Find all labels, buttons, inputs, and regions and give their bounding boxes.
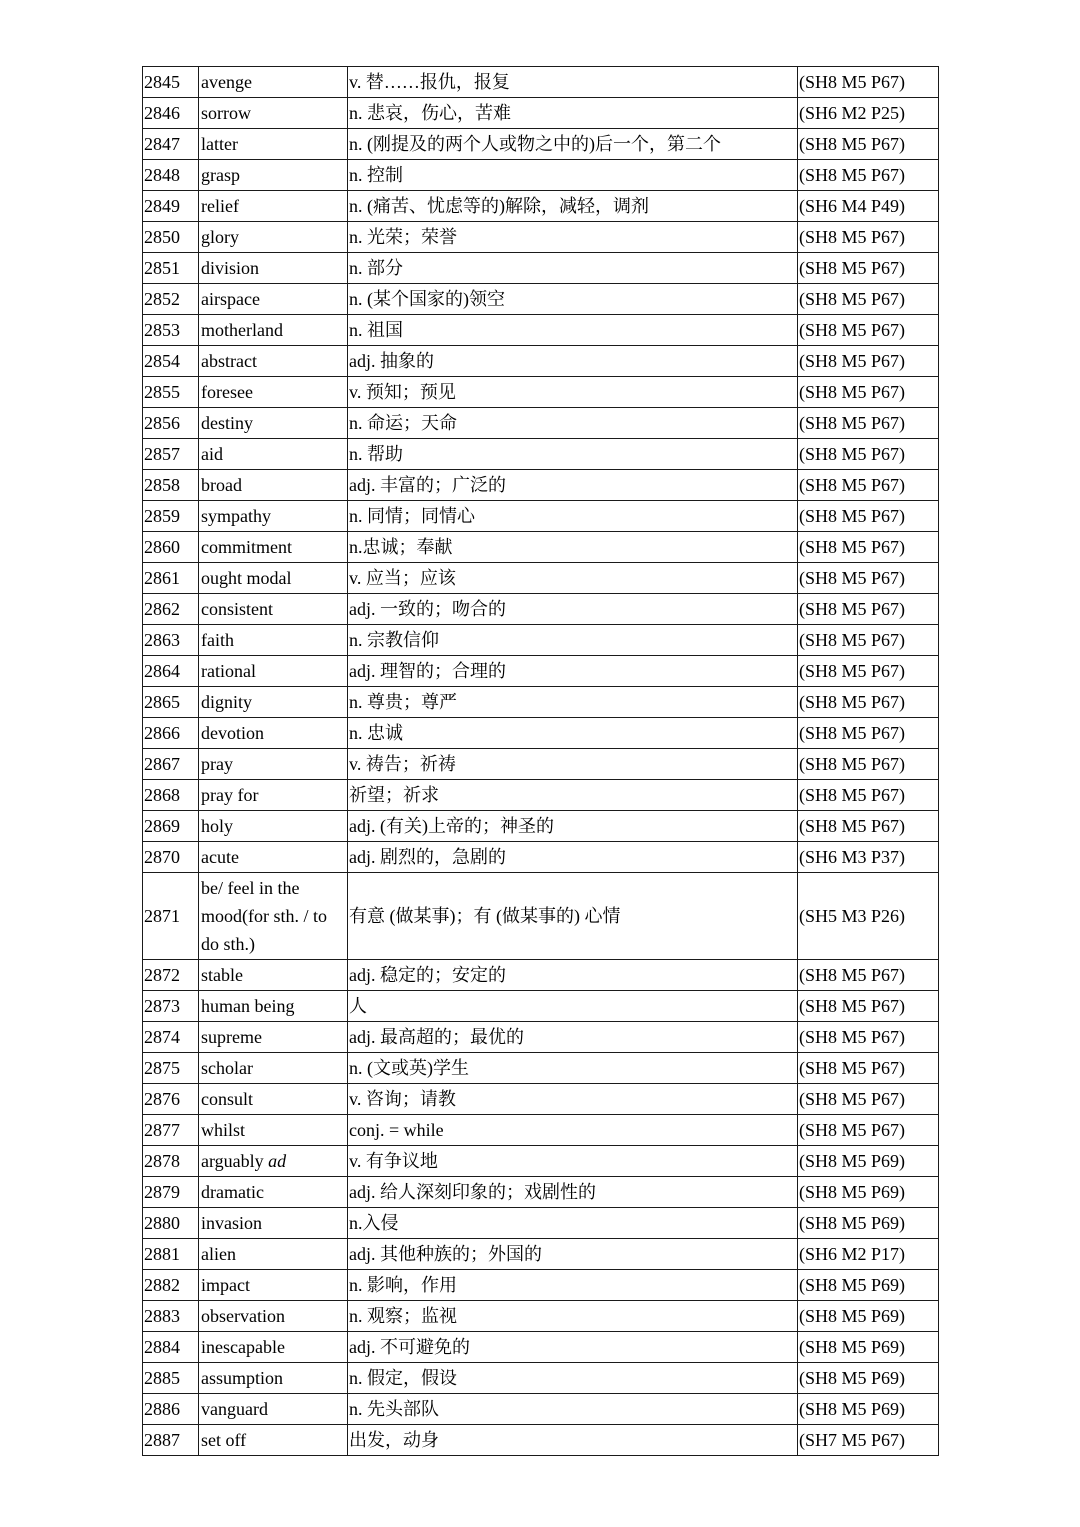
- entry-word-cell: [199, 67, 348, 98]
- entry-word-part-of-speech: ad: [268, 1151, 287, 1171]
- entry-number: 2880: [143, 1208, 199, 1239]
- entry-source: (SH8 M5 P69): [798, 1363, 939, 1394]
- entry-number: 2872: [143, 960, 199, 991]
- entry-number: 2870: [143, 842, 199, 873]
- table-row: [143, 563, 939, 594]
- entry-source: (SH8 M5 P67): [798, 532, 939, 563]
- entry-word: sympathy: [201, 506, 271, 526]
- table-row: [143, 1394, 939, 1425]
- entry-word-cell: [199, 1270, 348, 1301]
- entry-number: 2857: [143, 439, 199, 470]
- entry-source: (SH8 M5 P67): [798, 160, 939, 191]
- entry-word: scholar: [201, 1058, 253, 1078]
- table-row: [143, 129, 939, 160]
- entry-word: inescapable: [201, 1337, 285, 1357]
- entry-word-cell: [199, 1363, 348, 1394]
- entry-word-cell: [199, 439, 348, 470]
- entry-number: 2883: [143, 1301, 199, 1332]
- entry-word: be/ feel in the mood(for sth. / to do sth.): [201, 878, 327, 954]
- entry-word-cell: [199, 1301, 348, 1332]
- entry-word: relief: [201, 196, 239, 216]
- entry-word-cell: [199, 873, 348, 960]
- entry-word-cell: [199, 284, 348, 315]
- entry-number: 2871: [143, 873, 199, 960]
- entry-meaning: n. 控制: [348, 160, 798, 191]
- entry-number: 2875: [143, 1053, 199, 1084]
- entry-number: 2873: [143, 991, 199, 1022]
- entry-source: (SH8 M5 P67): [798, 687, 939, 718]
- entry-word-cell: [199, 780, 348, 811]
- table-row: [143, 377, 939, 408]
- entry-word: ought modal: [201, 568, 292, 588]
- entry-meaning: n. 假定，假设: [348, 1363, 798, 1394]
- table-row: [143, 687, 939, 718]
- entry-number: 2866: [143, 718, 199, 749]
- entry-word: grasp: [201, 165, 240, 185]
- entry-source: (SH8 M5 P67): [798, 346, 939, 377]
- table-row: [143, 1363, 939, 1394]
- entry-word-cell: [199, 501, 348, 532]
- entry-word: pray for: [201, 785, 259, 805]
- entry-word-cell: [199, 1394, 348, 1425]
- entry-number: 2862: [143, 594, 199, 625]
- entry-meaning: n. 命运；天命: [348, 408, 798, 439]
- entry-number: 2869: [143, 811, 199, 842]
- entry-number: 2863: [143, 625, 199, 656]
- entry-word-cell: [199, 1332, 348, 1363]
- entry-meaning: 有意 (做某事)；有 (做某事的) 心情: [348, 873, 798, 960]
- entry-word: human being: [201, 996, 295, 1016]
- entry-number: 2868: [143, 780, 199, 811]
- entry-source: (SH8 M5 P69): [798, 1208, 939, 1239]
- entry-word-cell: [199, 1208, 348, 1239]
- table-row: [143, 1177, 939, 1208]
- entry-meaning: 人: [348, 991, 798, 1022]
- entry-meaning: adj. 稳定的；安定的: [348, 960, 798, 991]
- entry-source: (SH8 M5 P67): [798, 501, 939, 532]
- entry-word: aid: [201, 444, 223, 464]
- entry-word-cell: [199, 315, 348, 346]
- entry-number: 2874: [143, 1022, 199, 1053]
- entry-meaning: n. 尊贵；尊严: [348, 687, 798, 718]
- table-row: [143, 718, 939, 749]
- entry-number: 2859: [143, 501, 199, 532]
- entry-word: arguably: [201, 1151, 264, 1171]
- entry-word: motherland: [201, 320, 283, 340]
- entry-word: dramatic: [201, 1182, 264, 1202]
- table-row: [143, 1146, 939, 1177]
- entry-word: sorrow: [201, 103, 251, 123]
- entry-word: dignity: [201, 692, 253, 712]
- entry-source: (SH8 M5 P67): [798, 594, 939, 625]
- entry-word: glory: [201, 227, 239, 247]
- entry-meaning: n. (痛苦、忧虑等的)解除，减轻，调剂: [348, 191, 798, 222]
- table-row: [143, 346, 939, 377]
- table-row: [143, 656, 939, 687]
- entry-meaning: n. (文或英)学生: [348, 1053, 798, 1084]
- entry-word-cell: [199, 563, 348, 594]
- entry-word-cell: [199, 1115, 348, 1146]
- entry-number: 2853: [143, 315, 199, 346]
- entry-number: 2849: [143, 191, 199, 222]
- entry-meaning: n. 悲哀，伤心，苦难: [348, 98, 798, 129]
- entry-word: acute: [201, 847, 239, 867]
- entry-source: (SH8 M5 P67): [798, 408, 939, 439]
- entry-meaning: n. 帮助: [348, 439, 798, 470]
- table-row: [143, 408, 939, 439]
- entry-meaning: adj. 抽象的: [348, 346, 798, 377]
- entry-meaning: adj. (有关)上帝的；神圣的: [348, 811, 798, 842]
- entry-word-cell: [199, 253, 348, 284]
- table-row: [143, 160, 939, 191]
- entry-source: (SH8 M5 P67): [798, 1115, 939, 1146]
- entry-word: consult: [201, 1089, 253, 1109]
- entry-word-cell: [199, 749, 348, 780]
- entry-word: destiny: [201, 413, 253, 433]
- entry-word: invasion: [201, 1213, 262, 1233]
- entry-meaning: adj. 其他种族的；外国的: [348, 1239, 798, 1270]
- entry-source: (SH8 M5 P67): [798, 222, 939, 253]
- entry-meaning: adj. 理智的；合理的: [348, 656, 798, 687]
- entry-number: 2854: [143, 346, 199, 377]
- entry-word-cell: [199, 1177, 348, 1208]
- entry-word: devotion: [201, 723, 264, 743]
- entry-source: (SH8 M5 P67): [798, 67, 939, 98]
- entry-source: (SH8 M5 P67): [798, 1022, 939, 1053]
- table-row: [143, 470, 939, 501]
- entry-word-cell: [199, 408, 348, 439]
- entry-word: pray: [201, 754, 233, 774]
- entry-number: 2886: [143, 1394, 199, 1425]
- entry-source: (SH8 M5 P67): [798, 377, 939, 408]
- entry-word-cell: [199, 346, 348, 377]
- table-row: [143, 67, 939, 98]
- entry-word-cell: [199, 1084, 348, 1115]
- entry-number: 2856: [143, 408, 199, 439]
- entry-word-cell: [199, 222, 348, 253]
- entry-word: faith: [201, 630, 234, 650]
- entry-word-cell: [199, 377, 348, 408]
- entry-word-cell: [199, 811, 348, 842]
- entry-number: 2878: [143, 1146, 199, 1177]
- table-row: [143, 842, 939, 873]
- entry-source: (SH6 M4 P49): [798, 191, 939, 222]
- entry-number: 2884: [143, 1332, 199, 1363]
- table-row: [143, 749, 939, 780]
- entry-word: whilst: [201, 1120, 246, 1140]
- table-row: [143, 315, 939, 346]
- entry-source: (SH6 M3 P37): [798, 842, 939, 873]
- entry-number: 2851: [143, 253, 199, 284]
- entry-word: vanguard: [201, 1399, 268, 1419]
- entry-meaning: n. (某个国家的)领空: [348, 284, 798, 315]
- entry-word: set off: [201, 1430, 247, 1450]
- table-body: [143, 67, 939, 1456]
- entry-number: 2858: [143, 470, 199, 501]
- entry-number: 2861: [143, 563, 199, 594]
- table-row: [143, 780, 939, 811]
- entry-source: (SH8 M5 P67): [798, 960, 939, 991]
- entry-source: (SH8 M5 P67): [798, 563, 939, 594]
- entry-number: 2867: [143, 749, 199, 780]
- entry-number: 2850: [143, 222, 199, 253]
- entry-word-cell: [199, 470, 348, 501]
- entry-source: (SH8 M5 P67): [798, 749, 939, 780]
- entry-number: 2847: [143, 129, 199, 160]
- entry-source: (SH8 M5 P67): [798, 991, 939, 1022]
- entry-word: observation: [201, 1306, 285, 1326]
- entry-source: (SH6 M2 P17): [798, 1239, 939, 1270]
- entry-source: (SH8 M5 P67): [798, 1053, 939, 1084]
- entry-word-cell: [199, 191, 348, 222]
- entry-word: airspace: [201, 289, 260, 309]
- table-row: [143, 1053, 939, 1084]
- table-row: [143, 501, 939, 532]
- entry-source: (SH8 M5 P69): [798, 1332, 939, 1363]
- entry-word: stable: [201, 965, 243, 985]
- vocabulary-table: [142, 66, 939, 1456]
- entry-source: (SH8 M5 P69): [798, 1146, 939, 1177]
- table-row: [143, 253, 939, 284]
- entry-number: 2887: [143, 1425, 199, 1456]
- entry-meaning: n. 观察；监视: [348, 1301, 798, 1332]
- entry-meaning: n. 宗教信仰: [348, 625, 798, 656]
- entry-meaning: v. 咨询；请教: [348, 1084, 798, 1115]
- entry-meaning: adj. 不可避免的: [348, 1332, 798, 1363]
- entry-word-cell: [199, 656, 348, 687]
- entry-source: (SH8 M5 P69): [798, 1270, 939, 1301]
- entry-source: (SH8 M5 P67): [798, 656, 939, 687]
- entry-meaning: n.忠诚；奉献: [348, 532, 798, 563]
- table-row: [143, 1301, 939, 1332]
- entry-meaning: n. 祖国: [348, 315, 798, 346]
- entry-word-cell: [199, 687, 348, 718]
- entry-word: holy: [201, 816, 234, 836]
- entry-meaning: n. 同情；同情心: [348, 501, 798, 532]
- entry-number: 2876: [143, 1084, 199, 1115]
- entry-meaning: 祈望；祈求: [348, 780, 798, 811]
- entry-source: (SH8 M5 P67): [798, 1084, 939, 1115]
- entry-meaning: adj. 给人深刻印象的；戏剧性的: [348, 1177, 798, 1208]
- entry-meaning: n. 部分: [348, 253, 798, 284]
- entry-number: 2885: [143, 1363, 199, 1394]
- entry-word: commitment: [201, 537, 292, 557]
- entry-word-cell: [199, 991, 348, 1022]
- entry-source: (SH6 M2 P25): [798, 98, 939, 129]
- table-row: [143, 222, 939, 253]
- entry-source: (SH8 M5 P67): [798, 470, 939, 501]
- entry-word-cell: [199, 129, 348, 160]
- entry-source: (SH8 M5 P69): [798, 1394, 939, 1425]
- entry-meaning: conj. = while: [348, 1115, 798, 1146]
- entry-meaning: n.入侵: [348, 1208, 798, 1239]
- entry-source: (SH7 M5 P67): [798, 1425, 939, 1456]
- entry-word: impact: [201, 1275, 250, 1295]
- entry-source: (SH8 M5 P69): [798, 1177, 939, 1208]
- entry-word-cell: [199, 842, 348, 873]
- table-row: [143, 1022, 939, 1053]
- entry-number: 2879: [143, 1177, 199, 1208]
- entry-meaning: v. 应当；应该: [348, 563, 798, 594]
- entry-word: foresee: [201, 382, 253, 402]
- entry-meaning: n. 光荣；荣誉: [348, 222, 798, 253]
- entry-word: abstract: [201, 351, 257, 371]
- table-row: [143, 873, 939, 960]
- table-row: [143, 1084, 939, 1115]
- table-row: [143, 960, 939, 991]
- entry-number: 2845: [143, 67, 199, 98]
- entry-source: (SH8 M5 P67): [798, 780, 939, 811]
- entry-word: rational: [201, 661, 256, 681]
- table-row: [143, 625, 939, 656]
- entry-meaning: adj. 一致的；吻合的: [348, 594, 798, 625]
- table-row: [143, 1239, 939, 1270]
- entry-source: (SH8 M5 P67): [798, 718, 939, 749]
- entry-meaning: v. 有争议地: [348, 1146, 798, 1177]
- entry-source: (SH8 M5 P67): [798, 253, 939, 284]
- entry-word-cell: [199, 1146, 348, 1177]
- entry-meaning: 出发，动身: [348, 1425, 798, 1456]
- entry-word-cell: [199, 960, 348, 991]
- table-row: [143, 1270, 939, 1301]
- entry-meaning: n. 忠诚: [348, 718, 798, 749]
- entry-source: (SH8 M5 P67): [798, 625, 939, 656]
- entry-number: 2882: [143, 1270, 199, 1301]
- table-row: [143, 532, 939, 563]
- entry-word-cell: [199, 1239, 348, 1270]
- table-row: [143, 439, 939, 470]
- entry-word: consistent: [201, 599, 273, 619]
- entry-source: (SH8 M5 P67): [798, 315, 939, 346]
- entry-meaning: v. 祷告；祈祷: [348, 749, 798, 780]
- table-row: [143, 98, 939, 129]
- table-row: [143, 1332, 939, 1363]
- entry-word-cell: [199, 532, 348, 563]
- entry-word-cell: [199, 160, 348, 191]
- entry-word: alien: [201, 1244, 236, 1264]
- entry-word-cell: [199, 1022, 348, 1053]
- entry-word: latter: [201, 134, 238, 154]
- entry-meaning: adj. 最高超的；最优的: [348, 1022, 798, 1053]
- entry-source: (SH8 M5 P67): [798, 439, 939, 470]
- entry-word-cell: [199, 718, 348, 749]
- entry-meaning: adj. 剧烈的，急剧的: [348, 842, 798, 873]
- entry-meaning: v. 预知；预见: [348, 377, 798, 408]
- entry-word: division: [201, 258, 260, 278]
- entry-word-cell: [199, 98, 348, 129]
- entry-number: 2877: [143, 1115, 199, 1146]
- table-row: [143, 191, 939, 222]
- entry-word-cell: [199, 625, 348, 656]
- entry-word-cell: [199, 1425, 348, 1456]
- table-row: [143, 991, 939, 1022]
- entry-meaning: n. 影响，作用: [348, 1270, 798, 1301]
- entry-number: 2855: [143, 377, 199, 408]
- table-row: [143, 284, 939, 315]
- entry-meaning: n. 先头部队: [348, 1394, 798, 1425]
- entry-meaning: adj. 丰富的；广泛的: [348, 470, 798, 501]
- entry-meaning: v. 替……报仇，报复: [348, 67, 798, 98]
- entry-number: 2848: [143, 160, 199, 191]
- entry-number: 2881: [143, 1239, 199, 1270]
- table-row: [143, 1115, 939, 1146]
- entry-meaning: n. (刚提及的两个人或物之中的)后一个，第二个: [348, 129, 798, 160]
- entry-source: (SH8 M5 P67): [798, 129, 939, 160]
- table-row: [143, 594, 939, 625]
- entry-number: 2865: [143, 687, 199, 718]
- entry-number: 2852: [143, 284, 199, 315]
- table-row: [143, 811, 939, 842]
- table-row: [143, 1208, 939, 1239]
- entry-word-cell: [199, 1053, 348, 1084]
- entry-word: assumption: [201, 1368, 284, 1388]
- entry-word: supreme: [201, 1027, 262, 1047]
- entry-source: (SH8 M5 P69): [798, 1301, 939, 1332]
- entry-source: (SH8 M5 P67): [798, 284, 939, 315]
- entry-source: (SH8 M5 P67): [798, 811, 939, 842]
- entry-word: broad: [201, 475, 242, 495]
- entry-source: (SH5 M3 P26): [798, 873, 939, 960]
- table-row: [143, 1425, 939, 1456]
- entry-word: avenge: [201, 72, 252, 92]
- entry-number: 2846: [143, 98, 199, 129]
- entry-word-cell: [199, 594, 348, 625]
- entry-number: 2860: [143, 532, 199, 563]
- entry-number: 2864: [143, 656, 199, 687]
